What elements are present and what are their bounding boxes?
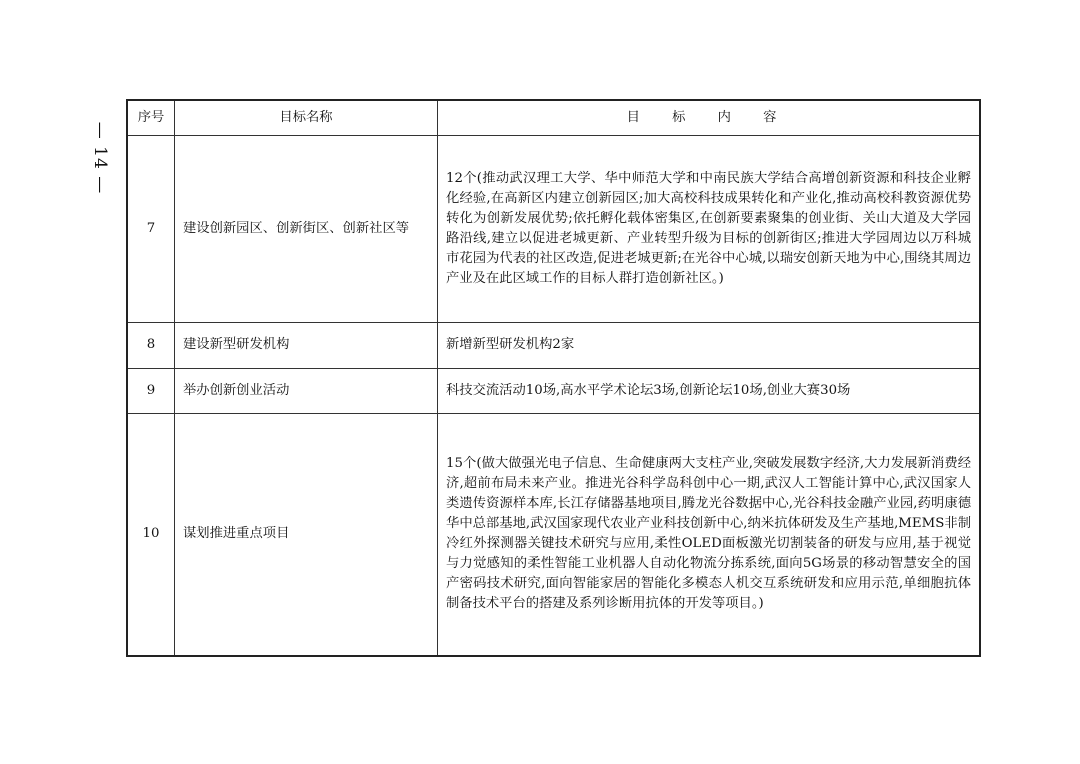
row-target-name: 建设创新园区、创新街区、创新社区等	[175, 135, 438, 322]
page-number	[88, 118, 112, 198]
row-serial-number: 10	[127, 413, 175, 656]
table-row	[127, 135, 980, 322]
row-target-content: 12个(推动武汉理工大学、华中师范大学和中南民族大学结合高增创新资源和科技企业孵化经验,在高新区内建立创新园区;加大高校科技成果转化和产业化,推动高校科教资源优势转化为创新发展优势;依托孵化载体密集区,在创新要素聚集的创业街、关山大道及大学园路沿线,建立以促进老城更新、产业转型升级为目标的创新街区;推进大学园周边以万科城市花园为代表的社区改造,促进老城更新;在光谷中心城,以瑞安创新天地为中心,围绕其周边产业及在此区域工作的目标人群打造创新社区。)	[438, 135, 981, 322]
table-row	[127, 368, 980, 413]
table-row	[127, 322, 980, 368]
row-serial-number: 7	[127, 135, 175, 322]
target-table	[126, 99, 981, 657]
header-serial-number: 序号	[127, 100, 175, 135]
row-target-name: 建设新型研发机构	[175, 322, 438, 368]
row-target-name: 谋划推进重点项目	[175, 413, 438, 656]
row-target-content: 科技交流活动10场,高水平学术论坛3场,创新论坛10场,创业大赛30场	[438, 368, 981, 413]
row-target-name: 举办创新创业活动	[175, 368, 438, 413]
header-target-name: 目标名称	[175, 100, 438, 135]
row-target-content: 15个(做大做强光电子信息、生命健康两大支柱产业,突破发展数字经济,大力发展新消费经济,超前布局未来产业。推进光谷科学岛科创中心一期,武汉人工智能计算中心,武汉国家人类遗传资源样本库,长江存储器基地项目,腾龙光谷数据中心,光谷科技金融产业园,药明康德华中总部基地,武汉国家现代农业产业科技创新中心,纳米抗体研发及生产基地,MEMS非制冷红外探测器关键技术研究与应用,柔性OLED面板激光切割装备的研发与应用,基于视觉与力觉感知的柔性智能工业机器人自动化物流分拣系统,面向5G场景的移动智慧安全的国产密码技术研究,面向智能家居的智能化多模态人机交互系统研发和应用示范,单细胞抗体制备技术平台的搭建及系列诊断用抗体的开发等项目。)	[438, 413, 981, 656]
row-serial-number: 8	[127, 322, 175, 368]
row-target-content: 新增新型研发机构2家	[438, 322, 981, 368]
table-row	[127, 413, 980, 656]
row-serial-number: 9	[127, 368, 175, 413]
header-target-content: 目 标 内 容	[438, 100, 981, 135]
page-number-text: — 14 —	[90, 121, 111, 195]
table-header-row	[127, 100, 980, 135]
